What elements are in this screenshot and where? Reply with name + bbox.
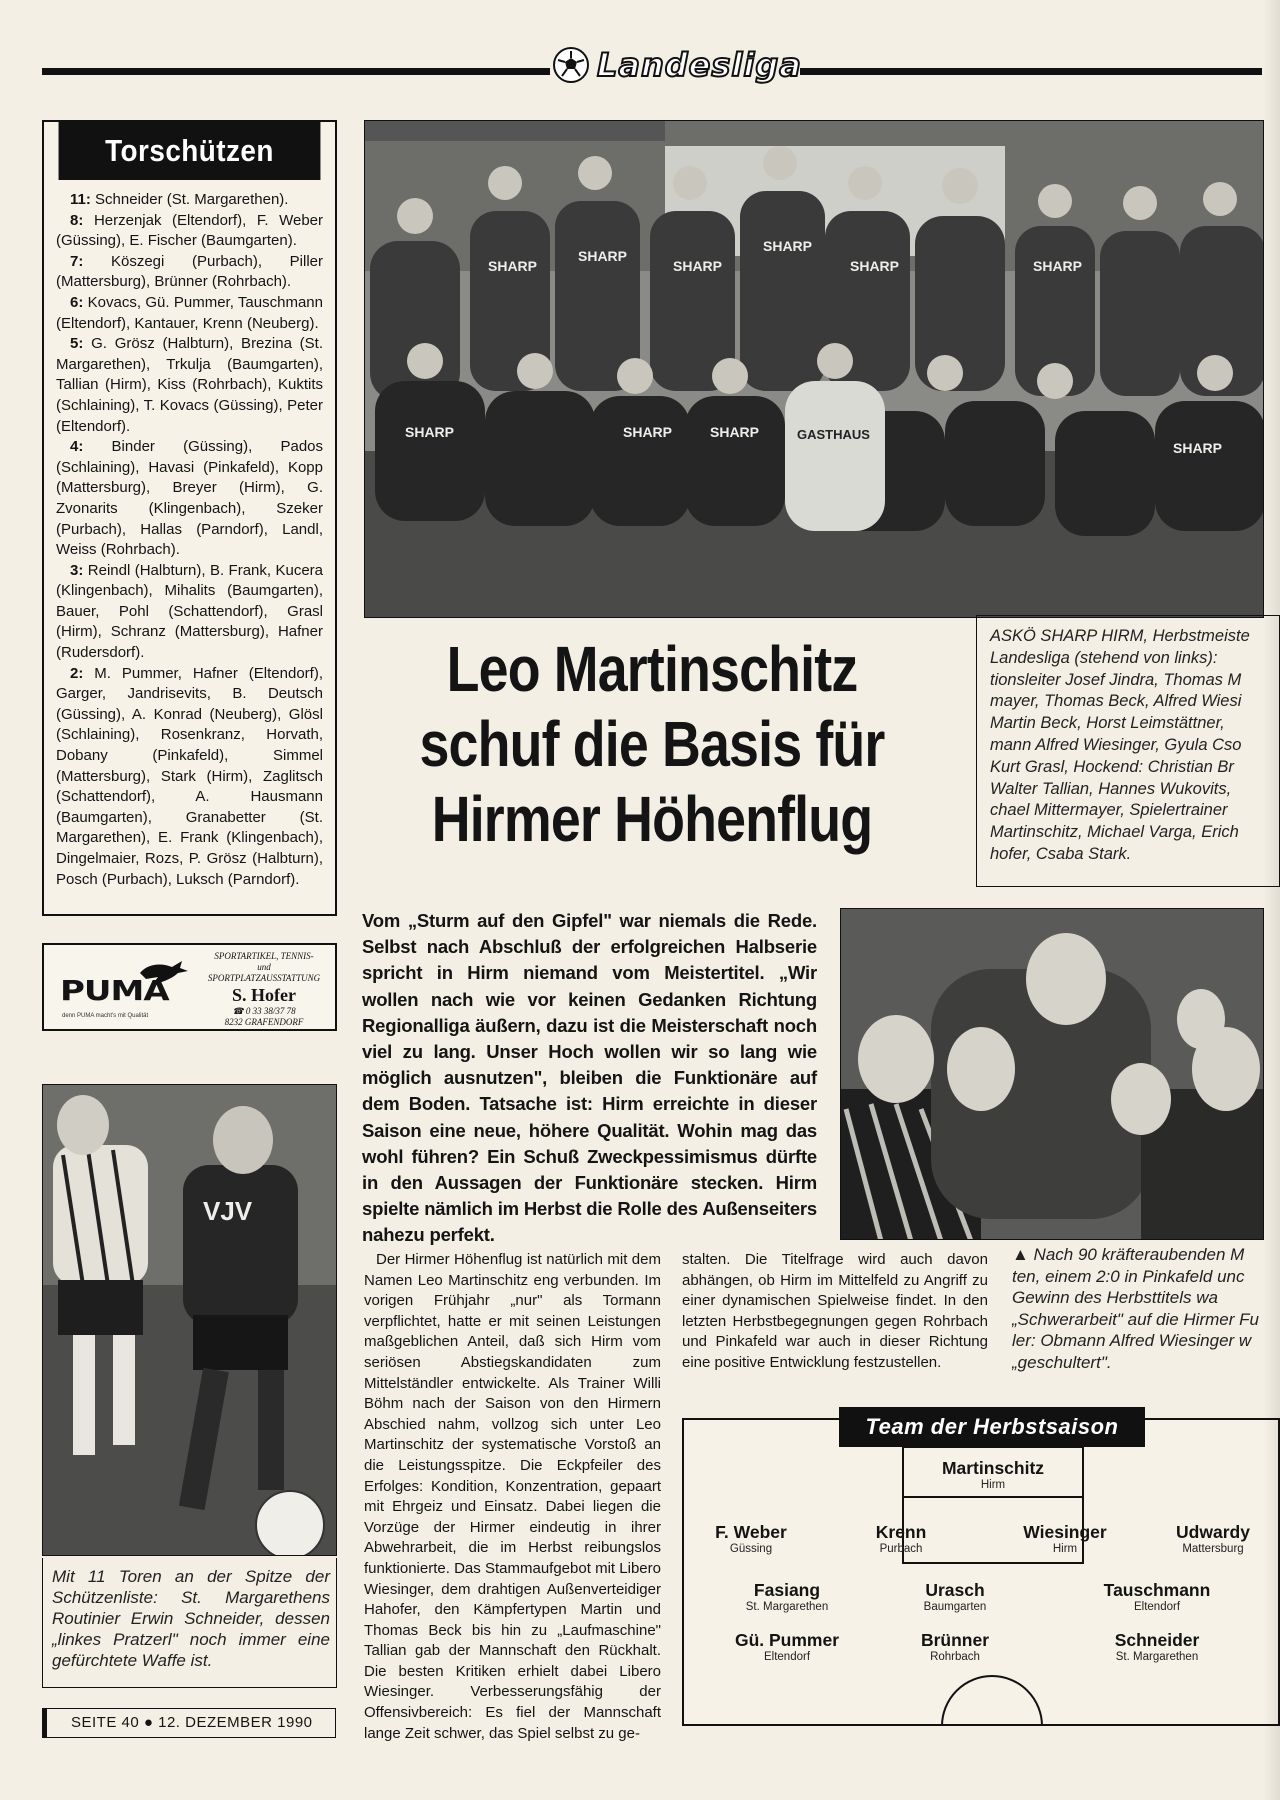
player-defender: Udwardy Mattersburg [1176, 1522, 1250, 1555]
action-jersey-text: VJV [203, 1196, 253, 1226]
soccer-ball-icon [553, 47, 589, 83]
jersey-alt-sponsor-text: GASTHAUS [797, 427, 870, 442]
page-number: SEITE 40 [71, 1714, 140, 1731]
center-circle-arc [940, 1674, 1044, 1726]
scorer-entry: 4: Binder (Güssing), Pados (Schlaining), Havasi (Pinkafeld), Kopp (Mattersburg), Breyer (Hirm), G. Zvonarits (Klingenbach), Szeker (Purbach), Hallas (Parndorf), Landl, Weiss (Rohrbach). [56, 438, 323, 559]
action-caption-frame [42, 1558, 337, 1688]
ad-shop-name: S. Hofer [232, 985, 296, 1005]
jersey-sponsor-text: SHARP [1173, 440, 1223, 456]
jersey-sponsor-text: SHARP [673, 258, 723, 274]
player-forward: Gü. Pummer Eltendorf [734, 1630, 840, 1663]
scorer-entry: 8: Herzenjak (Eltendorf), F. Weber (Güssing), E. Fischer (Baumgarten). [56, 211, 323, 250]
scorers-list [44, 180, 335, 890]
ad-address: 8232 GRAFENDORF [224, 1017, 304, 1027]
ad-tagline: denn PUMA macht's mit Qualität [62, 1013, 149, 1019]
jersey-sponsor-text: SHARP [710, 424, 760, 440]
puma-cat-icon [138, 959, 190, 987]
page-footer [42, 1708, 336, 1738]
player-goalkeeper: Martinschitz Hirm [941, 1458, 1045, 1491]
lead-paragraph: Vom „Sturm auf den Gipfel" war niemals die Rede. Selbst nach Abschluß der erfolgreichen Halbserie spricht in Hirm niemand vom Meistertitel. „Wir wollen nach wie vor keinen Gedanken Richtung Regionalliga äußern, dazu ist die Meisterschaft noch viel zu lang. Unser Hoch wollen wir so lang wie möglich ausnutzen", bleiben die Funktionäre auf dem Boden. Tatsache ist: Hirm erreichte in dieser Saison eine neue, höhere Qualität. Wohin mag das wohl führen? Ein Schuß Zweckpessimismus dürfte in den Aussagen der Funktionäre stecken. Hirm spielte nämlich im Herbst die Rolle des Außenseiters nahezu perfekt. [362, 910, 817, 1246]
scorer-entry: 7: Köszegi (Purbach), Piller (Mattersburg), Brünner (Rohrbach). [56, 252, 323, 291]
ad-text: SPORTARTIKEL, TENNIS- und SPORTPLATZAUSSTATTUNG S. Hofer ☎ 0 33 38/37 78 8232 GRAFENDORF [194, 951, 334, 1028]
scorer-entry: 6: Kovacs, Gü. Pummer, Tauschmann (Eltendorf), Kantauer, Krenn (Neuberg). [56, 293, 323, 332]
paper-edge-shadow [1263, 0, 1280, 1800]
jersey-sponsor-text: SHARP [763, 238, 813, 254]
action-photo-caption: Mit 11 Toren an der Spitze der Schützenliste: St. Margarethens Routinier Erwin Schneider, dessen „linkes Pratzerl" noch immer eine gefürchtete Waffe ist. [52, 1567, 330, 1670]
player-midfielder: Fasiang St. Margarethen [745, 1580, 829, 1613]
player-defender: Wiesinger Hirm [1023, 1522, 1107, 1555]
scorers-box [42, 120, 337, 916]
scorer-entry: 3: Reindl (Halbturn), B. Frank, Kucera (Klingenbach), Mihalits (Baumgarten), Bauer, Pohl (Schattendorf), Grasl (Hirm), Schranz (Mattersburg), Hafner (Rudersdorf). [56, 561, 323, 662]
action-photo [42, 1084, 337, 1556]
scorer-entry: 5: G. Grösz (Halbturn), Brezina (St. Margarethen), Trkulja (Baumgarten), Tallian (Hirm), Kiss (Rohrbach), Kuktits (Schlaining), T. Kovacs (Güssing), Peter (Eltendorf). [56, 335, 324, 435]
jersey-sponsor-text: SHARP [405, 424, 455, 440]
celebration-caption: ▲ Nach 90 kräfteraubenden M ten, einem 2:0 in Pinkafeld unc Gewinn des Herbsttitels wa „Schwerarbeit" auf die Hirmer Fu ler: Obmann Alfred Wiesinger w „geschultert". [1012, 1245, 1259, 1372]
issue-date: 12. DEZEMBER 1990 [158, 1714, 313, 1731]
scorers-title: Torschützen [59, 122, 321, 180]
jersey-sponsor-text: SHARP [578, 248, 628, 264]
puma-ad [42, 943, 337, 1031]
article-body-col1: Der Hirmer Höhenflug ist natürlich mit dem Namen Leo Martinschitz eng verbunden. Im vorigen Frühjahr „nur" als Tormann verpflichtet, hatte er mit seinen Leistungen maßgeblichen Anteil, daß sich Hirm vom seriösen Abstiegskandidaten zum Mittelständler entwickelte. Als Trainer Willi Böhm nach der Saison von den Hirmern Abschied nahm, vollzog sich unter Leo Martinschitz der systematische Vorstoß an die Leistungsspitze. Die Eckpfeiler des Erfolges: Kondition, Konzentration, gepaart mit Ehrgeiz und Einsatz. Dabei liegen die Vorzüge der Hirmer eindeutig in ihrer Abwehrarbeit, die im Herbst reibungslos funktionierte. Das Stammaufgebot mit Libero Wiesinger, dem drahtigen Außenverteidiger Hahofer, den Kämpfertypen Martin und Thomas Beck bis hin zu „Laufmaschine" Tallian gab der Mannschaft den Rückhalt. Die besten Kritiken erhielt dabei Libero Wiesinger. Verbesserungsfähig der Offensivbereich: Es fiel der Mannschaft lange Zeit schwer, das Spiel selbst zu ge- [364, 1251, 661, 1742]
player-forward: Schneider St. Margarethen [1114, 1630, 1200, 1663]
ad-phone: ☎ 0 33 38/37 78 [232, 1006, 296, 1016]
header-rule-left [42, 68, 550, 75]
ad-brand-logo: PUMA [60, 975, 169, 1007]
player-midfielder: Tauschmann Eltendorf [1103, 1580, 1211, 1613]
player-midfielder: Urasch Baumgarten [923, 1580, 987, 1613]
header-rule-right [800, 68, 1262, 75]
article-body-col2: stalten. Die Titelfrage wird auch davon abhängen, ob Hirm im Mittelfeld zu Angriff zu einer dynamischen Spielweise findet. In den letzten Herbstbegegnungen gegen Rohrbach und Pinkafeld war auch in dieser Richtung eine positive Entwicklung festzustellen. [682, 1251, 988, 1371]
team-photo-caption: ASKÖ SHARP HIRM, Herbstmeiste Landesliga (stehend von links): tionsleiter Josef Jindra, Thomas M mayer, Thomas Beck, Alfred Wiesi Martin Beck, Horst Leimstättner, mann Alfred Wiesinger, Gyula Cso Kurt Grasl, Hockend: Christian Br Walter Tallian, Hannes Wukovits, chael Mittermayer, Spielertrainer Martinschitz, Michael Varga, Erich hofer, Csaba Stark. [976, 615, 1280, 887]
team-of-season-title: Team der Herbstsaison [839, 1407, 1145, 1447]
jersey-sponsor-text: SHARP [623, 424, 673, 440]
jersey-sponsor-text: SHARP [488, 258, 538, 274]
bullet-icon: ● [143, 1714, 159, 1731]
penalty-area-line [902, 1562, 1084, 1564]
jersey-sponsor-text: SHARP [850, 258, 900, 274]
scorer-entry: 2: M. Pummer, Hafner (Eltendorf), Garger, Jandrisevits, B. Deutsch (Güssing), A. Konrad (Neuberg), Glösl (Schlaining), Rosenkranz, Horvath, Dobany (Pinkafeld), Simmel (Mattersburg), Stark (Hirm), Zaglitsch (Schattendorf), A. Hausmann (Baumgarten), Granabetter (St. Margarethen), E. Frank (Klingenbach), Dingelmaier, Rozs, P. Grösz (Halbturn), Posch (Purbach), Luksch (Parndorf). [56, 664, 323, 888]
headline: Leo Martinschitz schuf die Basis für Hirmer Höhenflug [419, 633, 885, 855]
scorer-entry: 11: Schneider (St. Margarethen). [70, 191, 289, 208]
jersey-sponsor-text: SHARP [1033, 258, 1083, 274]
player-defender: F. Weber Güssing [715, 1522, 787, 1555]
team-of-season-box [682, 1414, 1280, 1726]
player-defender: Krenn Purbach [875, 1522, 927, 1555]
team-photo [364, 120, 1264, 618]
celebration-photo [840, 908, 1264, 1240]
section-title: Landesliga [597, 46, 802, 84]
player-forward: Brünner Rohrbach [920, 1630, 990, 1663]
